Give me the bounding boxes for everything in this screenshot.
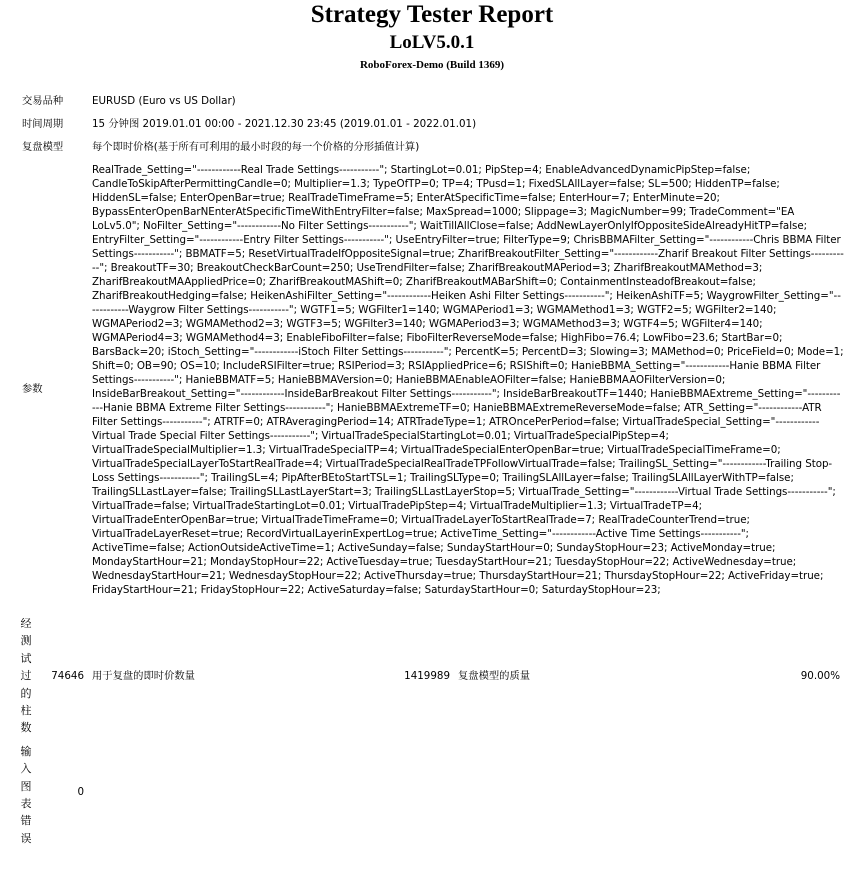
chart-errors-value: 0 [77,786,84,799]
symbol-row [16,94,844,117]
bars-tested-label: 经 测 试 过 的 柱 数 [20,617,32,735]
modelling-quality-label: 复盘模型的质量 [458,669,531,682]
model-row [16,140,844,163]
expert-name: LoLV5.0.1 [389,32,475,53]
symbol-value: EURUSD (Euro vs US Dollar) [92,95,236,107]
model-label: 复盘模型 [22,141,64,153]
bars-tested-value: 74646 [51,669,84,682]
parameters-label: 参数 [22,383,43,395]
chart-errors-label: 输 入 图 表 错 误 [20,744,32,845]
period-label: 时间周期 [22,118,64,130]
errors-row [16,737,844,847]
report-info-table [16,94,844,847]
ticks-modelled-value: 1419989 [404,669,450,682]
period-value: 15 分钟图 2019.01.01 00:00 - 2021.12.30 23:45 (2019.01.01 - 2022.01.01) [92,118,477,130]
symbol-label: 交易品种 [22,95,64,107]
modelling-quality-value: 90.00% [800,669,840,682]
ticks-modelled-label: 用于复盘的即时价数量 [92,669,195,682]
bars-row [16,615,844,737]
report-header [0,0,864,72]
report-title: Strategy Tester Report [310,1,554,28]
model-value: 每个即时价格(基于所有可利用的最小时段的每一个价格的分形插值计算) [92,141,420,153]
period-row [16,117,844,140]
parameters-row [16,163,844,615]
parameters-value: RealTrade_Setting="------------Real Trade Settings-----------"; StartingLot=0.01; PipStep=4; EnableAdvancedDynamicPipStep=false; CandleToSkipAfterPermittingCandle=0; Multiplier=1.3; TypeOfTP=0; TP=4; TPusd=1; FixedSLAllLayer=false; SL=500; HiddenTP=false; HiddenSL=false; EnterOpenBar=true; RealTradeTimeFrame=5; EnterAtSpecificTime=false; EnterHour=7; EnterMinute=20; BypassEnterOpenBarNEnterAtSpecificTimeWithEntryFilter=false; MaxSpread=1000; Slippage=3; MagicNumber=99; TradeComment="EA LoLv5.0"; NoFilter_Setting="------------No Filter Settings-----------"; WaitTillAllClose=false; AddNewLayerOnlyIfOppositeSideAlreadyHitTP=false; EntryFilter_Setting="------------Entry Filter Settings-----------"; UseEntryFilter=true; FilterType=9; ChrisBBMAFilter_Setting="------------Chris BBMA Filter Settings-----------"; BBMATF=5; ResetVirtualTradeIfOppositeSignal=true; ZharifBreakoutFilter_Setting="------------Zharif Breakout Filter Settings-----------"; BreakoutTF=30; BreakoutCheckBarCount=250; UseTrendFilter=false; ZharifBreakoutMAPeriod=3; ZharifBreakoutMAMethod=3; ZharifBreakoutMAAppliedPrice=0; ZharifBreakoutMAShift=0; ZharifBreakoutMABarShift=0; ContainmentInsteadofBreakout=false; ZharifBreakoutHedging=false; HeikenAshiFilter_Setting="------------Heiken Ashi Filter Settings-----------"; HeikenAshiTF=5; WaygrowFilter_Setting="------------Waygrow Filter Settings-----------"; WGTF1=5; WGFilter1=140; WGMAPeriod1=3; WGMAMethod1=3; WGTF2=5; WGFilter2=140; WGMAPeriod2=3; WGMAMethod2=3; WGTF3=5; WGFilter3=140; WGMAPeriod3=3; WGMAMethod3=3; WGTF4=5; WGFilter4=140; WGMAPeriod4=3; WGMAMethod4=3; EnableFiboFilter=false; FiboFilterReverseMode=false; HighFibo=76.4; LowFibo=23.6; StartBar=0; BarsBack=20; iStoch_Setting="------------iStoch Filter Settings-----------"; PercentK=5; PercentD=3; Slowing=3; MAMethod=0; PriceField=0; Mode=1; Shift=0; OB=90; OS=10; IncludeRSIFilter=true; RSIPeriod=3; RSIAppliedPrice=6; RSIShift=0; HanieBBMA_Setting="------------Hanie BBMA Filter Settings-----------"; HanieBBMATF=5; HanieBBMAVersion=0; HanieBBMAEnableAOFilter=false; HanieBBMAAOFilterVersion=0; InsideBarBreakout_Setting="------------InsideBarBreakout Filter Settings-----------"; InsideBarBreakoutTF=1440; HanieBBMAExtreme_Setting="------------Hanie BBMA Extreme Filter Settings-----------"; HanieBBMAExtremeTF=0; HanieBBMAExtremeReverseMode=false; ATR_Setting="------------ATR Filter Settings-----------"; ATRTF=0; ATRAveragingPeriod=14; ATRTradeType=1; ATROncePerPeriod=false; VirtualTradeSpecial_Setting="------------Virtual Trade Special Filter Settings-----------"; VirtualTradeSpecialStartingLot=0.01; VirtualTradeSpecialPipStep=4; VirtualTradeSpecialMultiplier=1.3; VirtualTradeSpecialTP=4; VirtualTradeSpecialEnterOpenBar=true; VirtualTradeSpecialTimeFrame=0; VirtualTradeSpecialLayerToStartRealTrade=4; VirtualTradeSpecialRealTradeTPFollowVirtualTrade=false; TrailingSL_Setting="------------Trailing Stop-Loss Settings-----------"; TrailingSL=4; PipAfterBEtoStartTSL=1; TrailingSLType=0; TrailingSLAllLayer=false; TrailingSLAllLayerWithTP=false; TrailingSLLastLayer=false; TrailingSLLastLayerStart=3; TrailingSLLastLayerStop=5; VirtualTrade_Setting="------------Virtual Trade Settings-----------"; VirtualTrade=false; VirtualTradeStartingLot=0.01; VirtualTradePipStep=4; VirtualTradeMultiplier=1.3; VirtualTradeTP=4; VirtualTradeEnterOpenBar=true; VirtualTradeTimeFrame=0; VirtualTradeLayerToStartRealTrade=7; RealTradeCounterTrend=true; VirtualTradeLayerReset=true; RecordVirtualLayerinExpertLog=true; ActiveTime_Setting="------------Active Time Settings-----------"; ActiveTime=false; ActionOutsideActiveTime=1; ActiveSunday=false; SundayStartHour=0; SundayStopHour=23; ActiveMonday=true; MondayStartHour=21; MondayStopHour=22; ActiveTuesday=true; TuesdayStartHour=21; TuesdayStopHour=22; ActiveWednesday=true; WednesdayStartHour=21; WednesdayStopHour=22; ActiveThursday=true; ThursdayStartHour=21; ThursdayStopHour=22; ActiveFriday=true; FridayStartHour=21; FridayStopHour=22; ActiveSaturday=false; SaturdayStartHour=0; SaturdayStopHour=23; [92,164,844,596]
broker-build: RoboForex-Demo (Build 1369) [359,59,504,71]
